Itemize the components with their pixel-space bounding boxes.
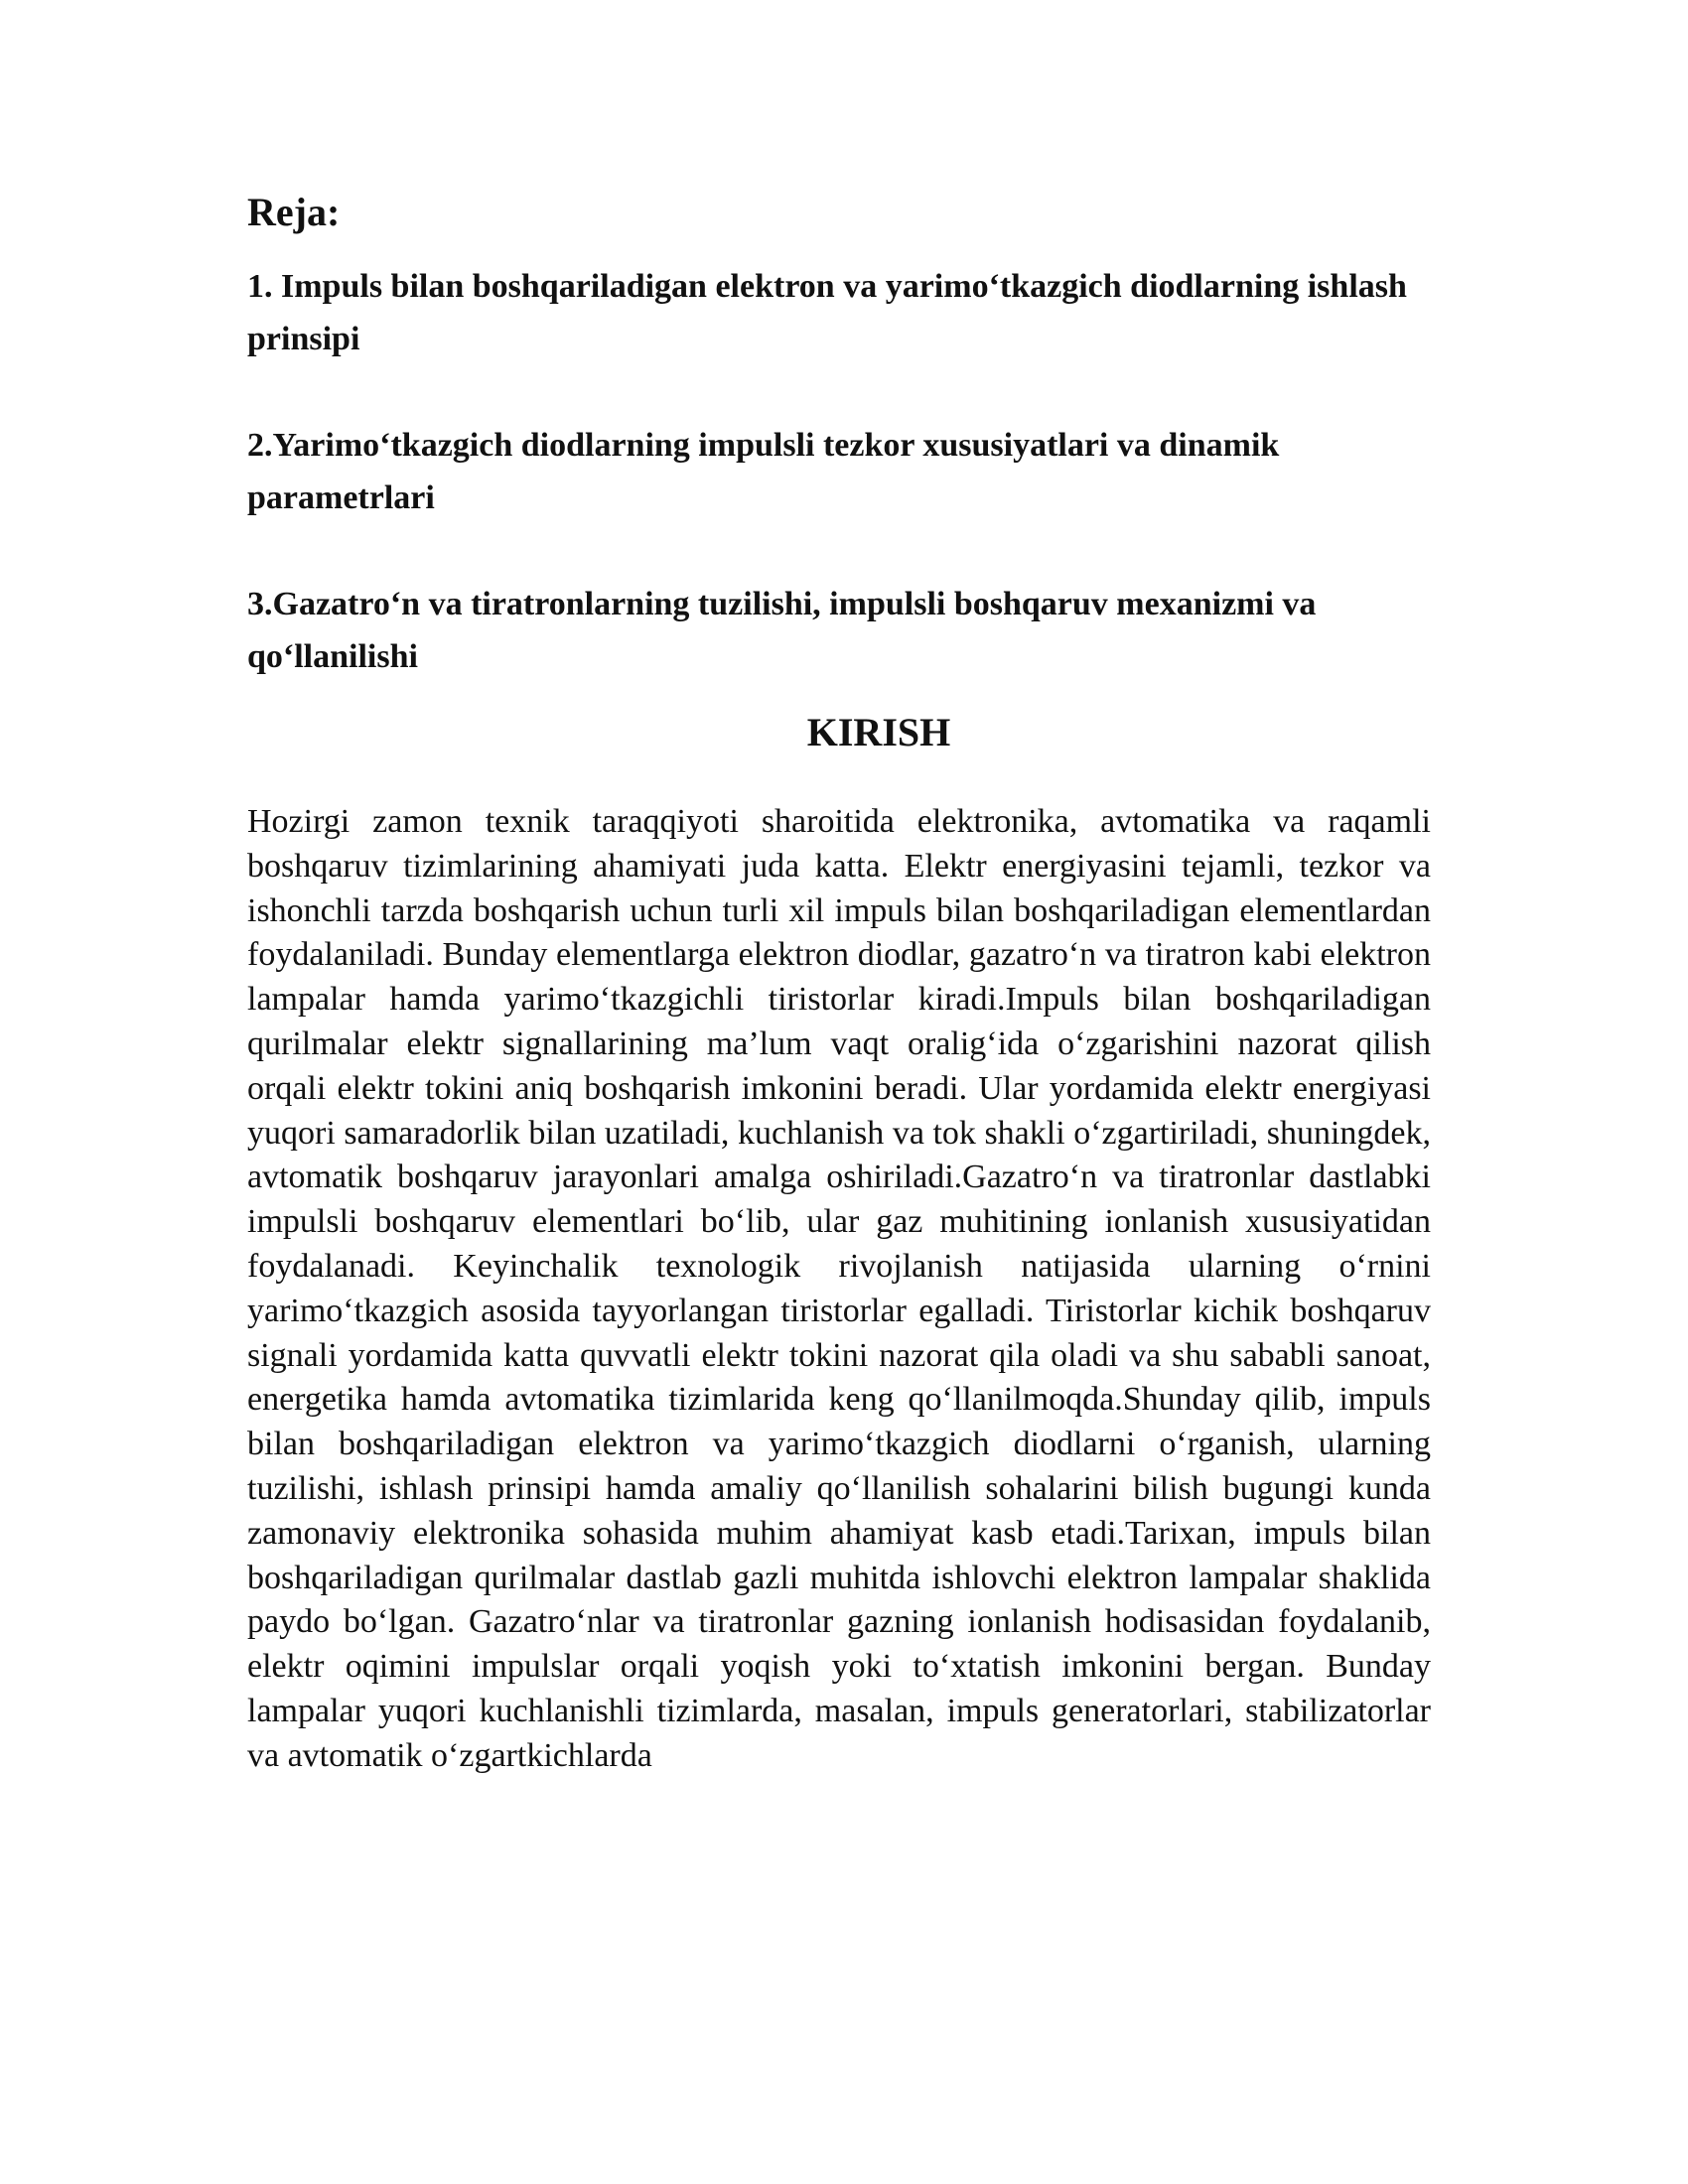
intro-body-text: Hozirgi zamon texnik taraqqiyoti sharoitida elektronika, avtomatika va raqamli boshqaruv tizimlarining ahamiyati juda katta. Elektr energiyasini tejamli, tezkor va ishonchli tarzda boshqarish uchun turli xil impuls bilan boshqariladigan elementlardan foydalaniladi. Bunday elementlarga elektron diodlar, gazatro‘n va tiratron kabi elektron lampalar hamda yarimo‘tkazgichli tiristorlar kiradi.Impuls bilan boshqariladigan qurilmalar elektr signallarining ma’lum vaqt oralig‘ida o‘zgarishini nazorat qilish orqali elektr tokini aniq boshqarish imkonini beradi. Ular yordamida elektr energiyasi yuqori samaradorlik bilan uzatiladi, kuchlanish va tok shakli o‘zgartiriladi, shuningdek, avtomatik boshqaruv jarayonlari amalga oshiriladi.Gazatro‘n va tiratronlar dastlabki impulsli boshqaruv elementlari bo‘lib, ular gaz muhitining ionlanish xususiyatidan foydalanadi. Keyinchalik texnologik rivojlanish natijasida ularning o‘rnini yarimo‘tkazgich asosida tayyorlangan tiristorlar egalladi. Tiristorlar kichik boshqaruv signali yordamida katta quvvatli elektr tokini nazorat qila oladi va shu sababli sanoat, energetika hamda avtomatika tizimlarida keng qo‘llanilmoqda.Shunday qilib, impuls bilan boshqariladigan elektron va yarimo‘tkazgich diodlarni o‘rganish, ularning tuzilishi, ishlash prinsipi hamda amaliy qo‘llanilish sohalarini bilish bugungi kunda zamonaviy elektronika sohasida muhim ahamiyat kasb etadi.Tarixan, impuls bilan boshqariladigan qurilmalar dastlab gazli muhitda ishlovchi elektron lampalar shaklida paydo bo‘lgan. Gazatro‘nlar va tiratronlar gazning ionlanish hodisasidan foydalanib, elektr oqimini impulslar orqali yoqish yoki to‘xtatish imkonini bergan. Bunday lampalar yuqori kuchlanishli tizimlarda, masalan, impuls generatorlari, stabilizatorlar va avtomatik o‘zgartkichlarda xyxy=(247,803,1431,1774)
plan-item-2: 2.Yarimo‘tkazgich diodlarning impulsli tezkor xususiyatlari va dinamik parametrlari xyxy=(247,427,1280,516)
plan-heading: Reja: xyxy=(247,190,341,234)
plan-item-1: 1. Impuls bilan boshqariladigan elektron va yarimo‘tkazgich diodlarning ishlash prinsipi xyxy=(247,268,1407,357)
plan-item-3: 3.Gazatro‘n va tiratronlarning tuzilishi, impulsli boshqaruv mexanizmi va qo‘llanilishi xyxy=(247,586,1317,675)
intro-title: KIRISH xyxy=(806,710,951,754)
document-page xyxy=(247,189,1431,1779)
